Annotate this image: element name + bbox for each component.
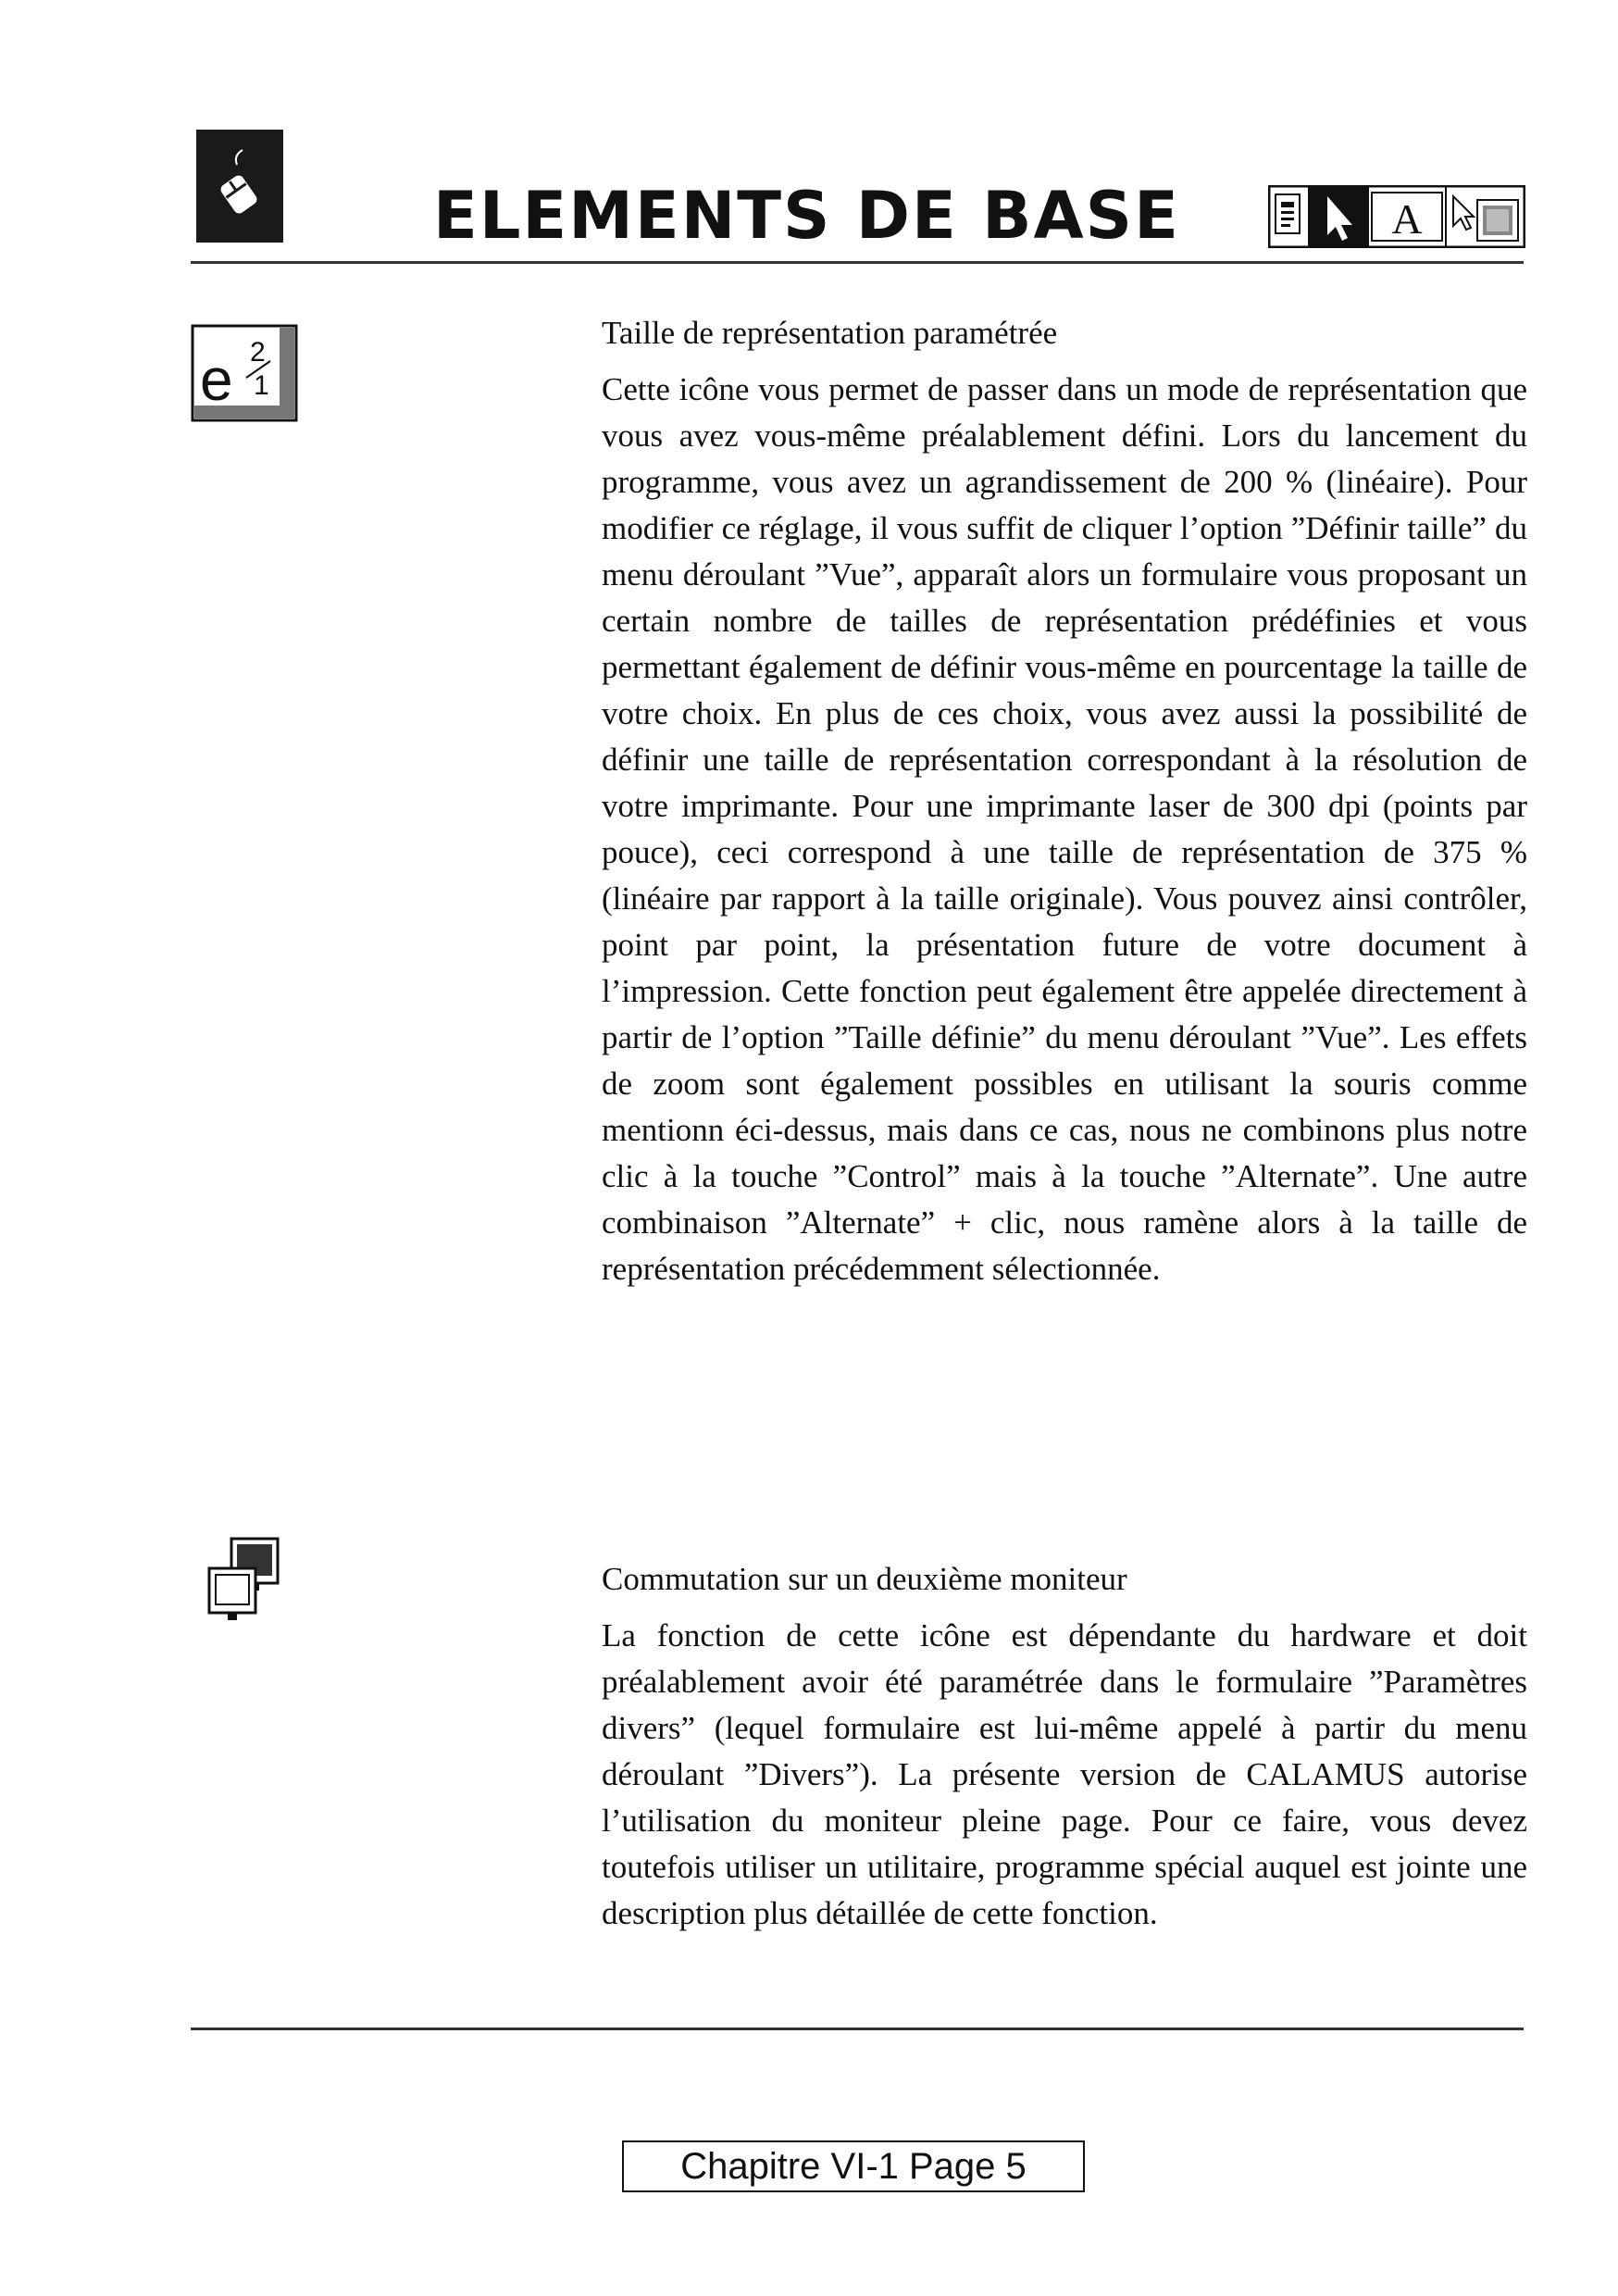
section-zoom-size xyxy=(602,313,1527,1292)
section-second-monitor xyxy=(602,1559,1527,1937)
mouse-icon xyxy=(196,130,283,243)
arrow-pointer-icon xyxy=(1310,187,1367,246)
footer-divider xyxy=(191,2028,1524,2030)
section-body: Cette icône vous permet de passer dans un mode de représentation que vous avez vous-même préalablement défini. Lors du lancement du programme, vous avez un agrandissement de 200 % (linéaire). Pour modifier ce réglage, il vous suffit de cliquer l’option ”Définir taille” du menu déroulant ”Vue”, apparaît alors un formulaire vous proposant un certain nombre de tailles de représentation prédéfinies et vous permettant également de définir vous-même en pourcentage la taille de votre choix. En plus de ces choix, vous avez aussi la possibilité de définir une taille de représentation correspondant à la résolution de votre imprimante. Pour une imprimante laser de 300 dpi (points par pouce), ceci correspond à une taille de représentation de 375 % (linéaire par rapport à la taille originale). Vous pouvez ainsi contrôler, point par point, la présentation future de votre document à l’impression. Cette fonction peut également être appelée directement à partir de l’option ”Taille définie” du menu déroulant ”Vue”. Les effets de zoom sont également possibles en utilisant la souris comme mentionn éci-dessus, mais dans ce cas, nous ne combinons plus notre clic à la touche ”Control” mais à la touche ”Alternate”. Une autre combinaison ”Alternate” + clic, nous ramène alors à la taille de représentation précédemment sélectionnée. xyxy=(602,371,1527,1287)
page-icon xyxy=(1276,194,1300,233)
section-title: Commutation sur un deuxième moniteur xyxy=(602,1561,1127,1597)
header-badge xyxy=(196,130,283,243)
svg-text:2: 2 xyxy=(250,337,266,368)
svg-text:1: 1 xyxy=(254,370,269,401)
section-body: La fonction de cette icône est dépendante du hardware et doit préalablement avoir été paramétrée dans le formulaire ”Paramètres divers” (lequel formulaire est lui-même appelé à partir du menu déroulant ”Divers”). La présente version de CALAMUS autorise l’utilisation du moniteur pleine page. Pour ce faire, vous devez toutefois utiliser un utilitaire, programme spécial auquel est jointe une description plus détaillée de cette fonction. xyxy=(602,1617,1527,1931)
header-toolbar xyxy=(1268,185,1525,248)
svg-text:A: A xyxy=(1391,195,1423,243)
page-title: ELEMENTS DE BASE xyxy=(433,178,1180,254)
second-monitor-icon xyxy=(205,1537,281,1622)
page-number-label: Chapitre VI-1 Page 5 xyxy=(622,2140,1085,2192)
zoom-size-icon xyxy=(191,324,298,424)
svg-text:e: e xyxy=(200,346,233,413)
header-divider xyxy=(191,261,1524,264)
section-title: Taille de représentation paramétrée xyxy=(602,315,1058,351)
text-a-icon xyxy=(1372,193,1442,243)
